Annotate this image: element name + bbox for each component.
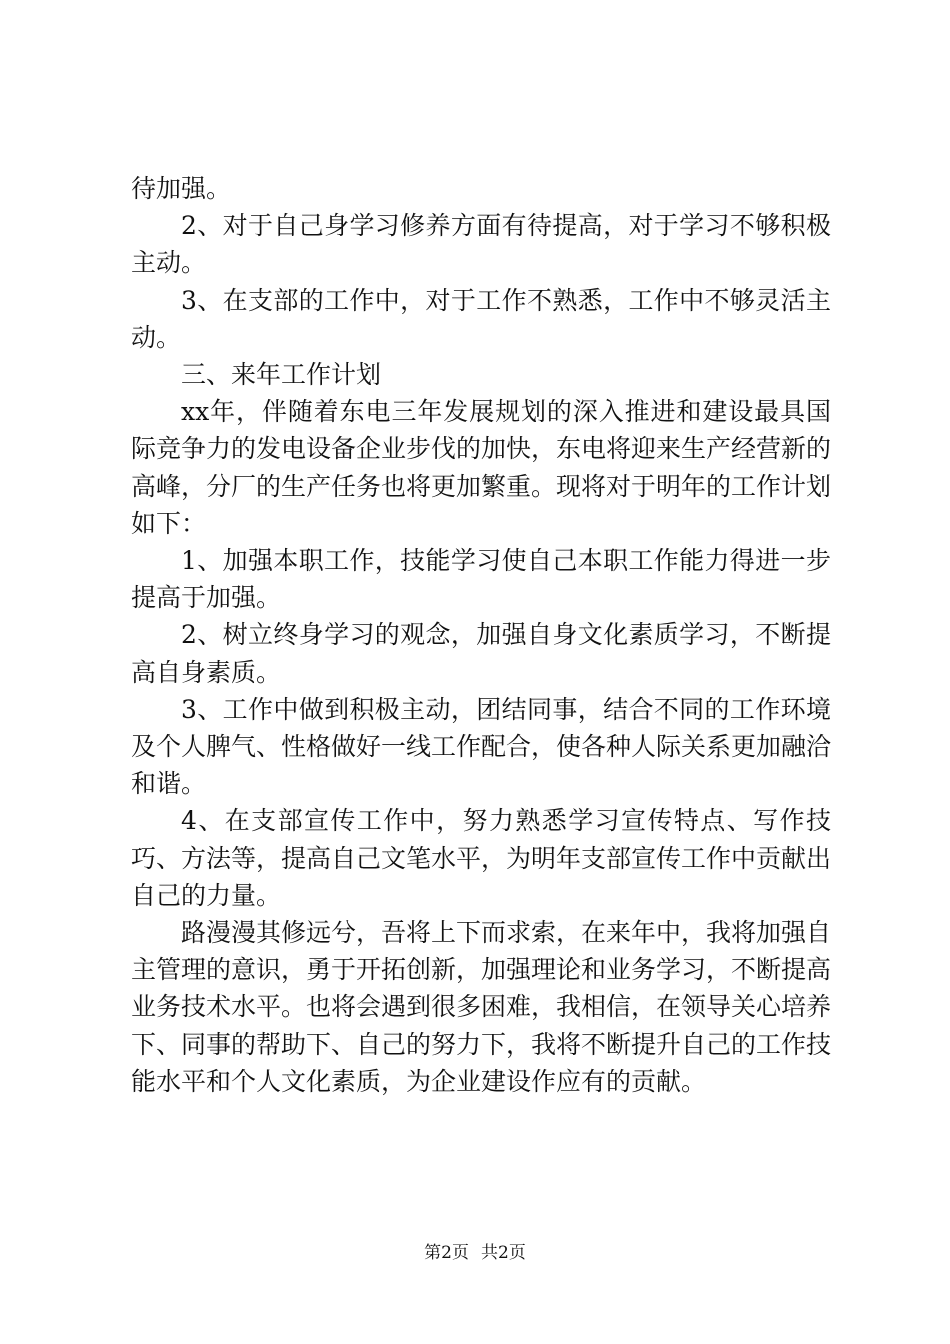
document-body xyxy=(131,170,831,1100)
plan-item-3: 3、工作中做到积极主动，团结同事，结合不同的工作环境及个人脾气、性格做好一线工作配合，使各种人际关系更加融洽和谐。 xyxy=(131,694,832,799)
page-footer xyxy=(0,1241,950,1265)
closing-paragraph: 路漫漫其修远兮，吾将上下而求索，在来年中，我将加强自主管理的意识，勇于开拓创新，加强理论和业务学习，不断提高业务技术水平。也将会遇到很多困难，我相信，在领导关心培养下、同事的帮助下、自己的努力下，我将不断提升自己的工作技能水平和个人文化素质，为企业建设作应有的贡献。 xyxy=(131,918,832,1096)
paragraph-intro: xx年，伴随着东电三年发展规划的深入推进和建设最具国际竞争力的发电设备企业步伐的加快，东电将迎来生产经营新的高峰，分厂的生产任务也将更加繁重。现将对于明年的工作计划如下： xyxy=(131,397,832,538)
paragraph-item-3: 3、在支部的工作中，对于工作不熟悉，工作中不够灵活主动。 xyxy=(131,285,831,352)
paragraph-continuation: 待加强。 xyxy=(131,174,232,203)
plan-item-4: 4、在支部宣传工作中，努力熟悉学习宣传特点、写作技巧、方法等，提高自己文笔水平，为明年支部宣传工作中贡献出自己的力量。 xyxy=(131,806,832,910)
section-heading: 三、来年工作计划 xyxy=(181,360,382,390)
page-number: 第2页 xyxy=(424,1243,469,1263)
page-total: 共2页 xyxy=(481,1243,526,1263)
paragraph-item-2: 2、对于自己身学习修养方面有待提高，对于学习不够积极主动。 xyxy=(131,211,831,278)
plan-item-1: 1、加强本职工作，技能学习使自己本职工作能力得进一步提高于加强。 xyxy=(131,546,831,613)
plan-item-2: 2、树立终身学习的观念，加强自身文化素质学习，不断提高自身素质。 xyxy=(131,620,831,687)
